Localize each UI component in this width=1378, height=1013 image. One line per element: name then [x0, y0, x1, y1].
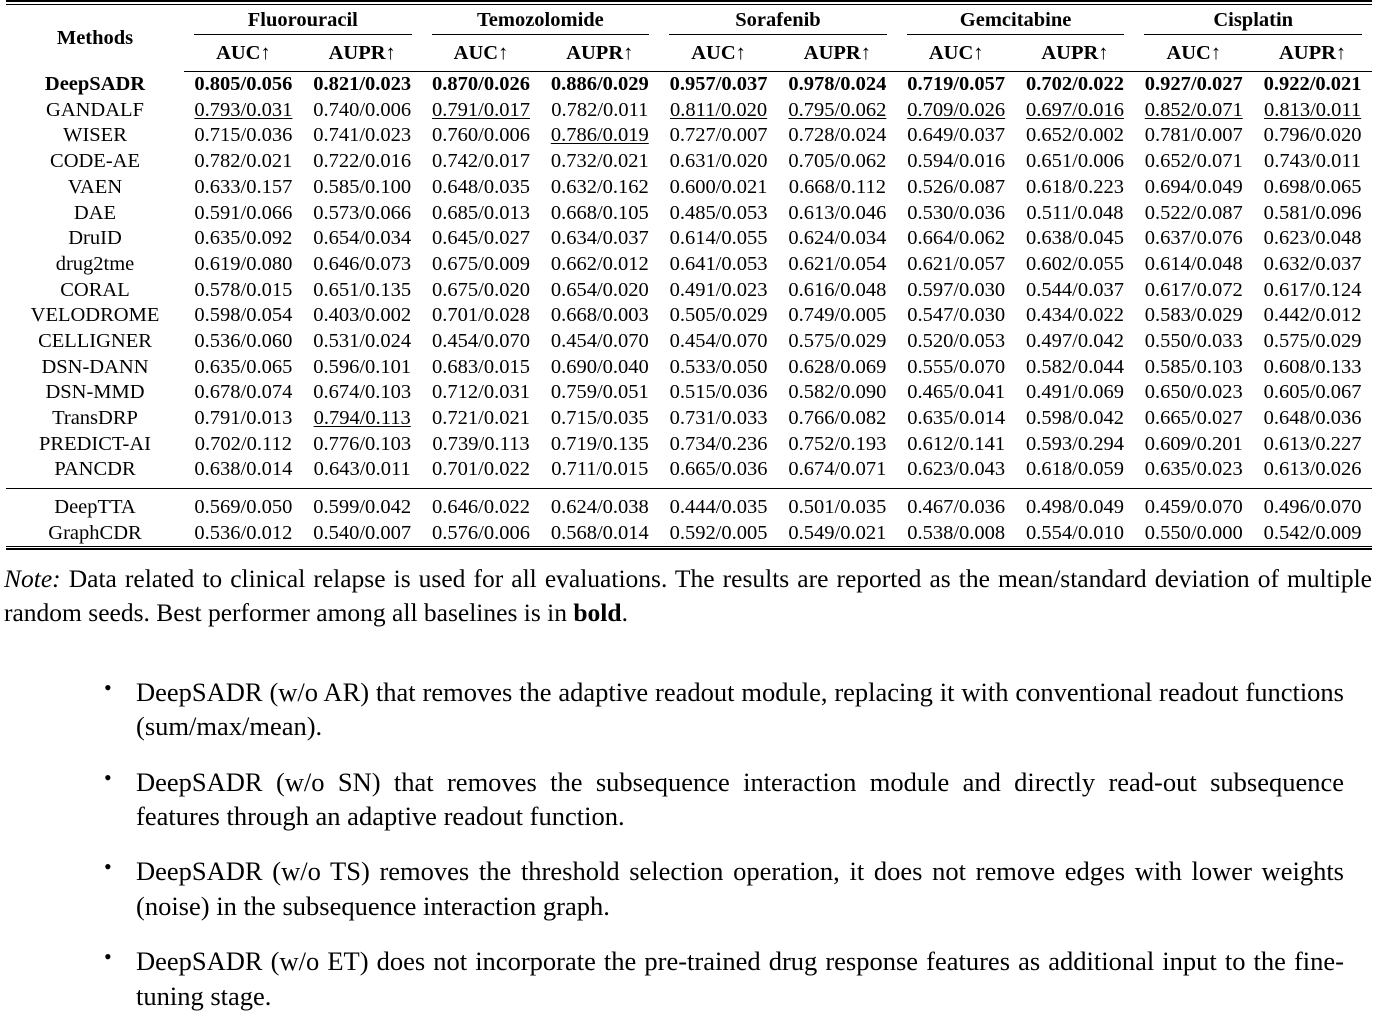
- metric-value-cell: 0.454/0.070: [550, 329, 649, 352]
- drug-header-sorafenib: [659, 4, 897, 38]
- metric-header-aupr: AUPR↑: [303, 38, 422, 71]
- method-name-cell: DeepTTA: [54, 496, 136, 519]
- table-row: [6, 71, 1372, 97]
- metric-value-cell: 0.597/0.030: [907, 278, 1006, 301]
- metric-value-cell: 0.791/0.013: [194, 407, 293, 430]
- note-label: Note:: [4, 564, 61, 594]
- metric-value-cell: 0.585/0.103: [1144, 355, 1243, 378]
- metric-value-cell: 0.740/0.006: [313, 98, 412, 121]
- metric-value-cell: 0.632/0.037: [1263, 252, 1362, 275]
- metric-value-cell: 0.549/0.021: [788, 521, 887, 544]
- metric-header-aupr: AUPR↑: [540, 38, 659, 71]
- ablation-bullet-list: [0, 675, 1378, 1013]
- method-name-cell: DeepSADR: [44, 72, 146, 95]
- metric-value-cell: [422, 97, 541, 123]
- metric-value-cell: 0.805/0.056: [194, 73, 293, 96]
- metric-value-cell: 0.616/0.048: [788, 278, 887, 301]
- metric-value-cell: 0.648/0.036: [1263, 407, 1362, 430]
- metric-value-cell: 0.668/0.003: [550, 304, 649, 327]
- metric-value-cell: 0.796/0.020: [1263, 124, 1362, 147]
- metric-value-cell: 0.614/0.055: [669, 227, 768, 250]
- method-name-cell: VAEN: [67, 175, 123, 198]
- metric-value-cell: 0.664/0.062: [907, 227, 1006, 250]
- metric-value-cell: 0.624/0.034: [788, 227, 887, 250]
- metric-value-cell: 0.459/0.070: [1144, 496, 1243, 519]
- metric-value-cell: 0.536/0.012: [194, 521, 293, 544]
- metric-value-cell: 0.550/0.000: [1144, 521, 1243, 544]
- metric-header-row: [6, 38, 1372, 71]
- metric-value-cell: 0.702/0.112: [194, 432, 292, 455]
- metric-value-cell: 0.646/0.022: [432, 496, 530, 519]
- table-row: [6, 251, 1372, 277]
- metric-value-cell: 0.649/0.037: [907, 124, 1006, 147]
- metric-value-cell: 0.536/0.060: [194, 329, 293, 352]
- metric-value-cell: 0.715/0.036: [194, 124, 293, 147]
- metric-value-cell: 0.978/0.024: [788, 73, 887, 96]
- metric-value-cell: 0.618/0.059: [1026, 458, 1124, 481]
- table-row: [6, 431, 1372, 457]
- table-row: [6, 200, 1372, 226]
- metric-value-cell: 0.533/0.050: [669, 355, 768, 378]
- metric-value-cell: 0.465/0.041: [907, 381, 1006, 404]
- drug-header-label: Cisplatin: [1144, 10, 1362, 36]
- method-name-cell: DSN-DANN: [41, 355, 149, 378]
- table-row: [6, 303, 1372, 329]
- method-name-cell: PANCDR: [54, 458, 136, 481]
- metric-value-cell: 0.635/0.023: [1144, 458, 1243, 481]
- metric-value-cell: 0.618/0.223: [1026, 175, 1124, 198]
- metric-value-cell: 0.581/0.096: [1263, 201, 1362, 224]
- metric-value-cell: 0.652/0.071: [1144, 150, 1243, 173]
- metric-value-cell: 0.511/0.048: [1026, 201, 1124, 224]
- metric-value-cell: 0.759/0.051: [550, 381, 649, 404]
- metric-value-cell: 0.491/0.069: [1026, 381, 1124, 404]
- metric-value-cell: 0.637/0.076: [1144, 227, 1243, 250]
- metric-value-cell: 0.485/0.053: [669, 201, 768, 224]
- metric-value-cell: 0.583/0.029: [1144, 304, 1243, 327]
- metric-value-cell: 0.719/0.135: [550, 432, 649, 455]
- metric-header-auc: AUC↑: [422, 38, 541, 71]
- underlined-value: 0.795/0.062: [788, 98, 887, 121]
- metric-value-cell: 0.569/0.050: [194, 496, 293, 519]
- metric-value-cell: 0.609/0.201: [1144, 432, 1243, 455]
- table-row: [6, 123, 1372, 149]
- method-name-cell: DSN-MMD: [45, 381, 145, 404]
- drug-group-header-row: [6, 4, 1372, 38]
- metric-value-cell: 0.705/0.062: [788, 150, 887, 173]
- metric-value-cell: 0.501/0.035: [788, 496, 887, 519]
- metric-value-cell: 0.454/0.070: [432, 329, 530, 352]
- metric-value-cell: 0.650/0.023: [1144, 381, 1243, 404]
- metric-value-cell: 0.613/0.227: [1263, 432, 1362, 455]
- metric-value-cell: 0.505/0.029: [669, 304, 768, 327]
- drug-header-temozolomide: [422, 4, 660, 38]
- metric-value-cell: 0.782/0.021: [194, 150, 293, 173]
- metric-value-cell: 0.613/0.026: [1263, 458, 1362, 481]
- metric-value-cell: [540, 123, 659, 149]
- metric-value-cell: 0.711/0.015: [551, 458, 649, 481]
- metric-value-cell: 0.685/0.013: [432, 201, 530, 224]
- metric-value-cell: 0.632/0.162: [550, 175, 649, 198]
- metric-value-cell: 0.497/0.042: [1026, 329, 1124, 352]
- metric-value-cell: 0.542/0.009: [1263, 521, 1362, 544]
- metric-value-cell: 0.635/0.065: [194, 355, 293, 378]
- metric-value-cell: 0.694/0.049: [1144, 175, 1243, 198]
- table-row: [6, 328, 1372, 354]
- list-item: • DeepSADR (w/o AR) that removes the adaptive readout module, replacing it with conventional readout functions (sum/max/mean).: [104, 675, 1344, 744]
- metric-value-cell: 0.782/0.011: [551, 98, 649, 121]
- metric-value-cell: 0.731/0.033: [669, 407, 768, 430]
- metric-value-cell: 0.675/0.020: [432, 278, 530, 301]
- table-note: [4, 562, 1374, 628]
- metric-value-cell: 0.434/0.022: [1026, 304, 1124, 327]
- metric-value-cell: 0.467/0.036: [907, 496, 1006, 519]
- metric-value-cell: 0.442/0.012: [1263, 304, 1362, 327]
- metric-value-cell: 0.728/0.024: [788, 124, 887, 147]
- metric-value-cell: 0.600/0.021: [669, 175, 768, 198]
- metric-value-cell: 0.538/0.008: [907, 521, 1006, 544]
- metric-value-cell: 0.575/0.029: [1263, 329, 1362, 352]
- methods-column-header: Methods: [56, 26, 134, 49]
- metric-value-cell: 0.781/0.007: [1144, 124, 1243, 147]
- metric-value-cell: 0.591/0.066: [194, 201, 293, 224]
- table-row: [6, 174, 1372, 200]
- metric-value-cell: 0.641/0.053: [669, 252, 768, 275]
- table-body-main: [6, 71, 1372, 483]
- method-name-cell: VELODROME: [30, 304, 160, 327]
- metric-value-cell: 0.592/0.005: [669, 521, 768, 544]
- metric-value-cell: 0.741/0.023: [313, 124, 412, 147]
- table-row: [6, 520, 1372, 546]
- metric-value-cell: 0.734/0.236: [669, 432, 768, 455]
- metric-value-cell: 0.652/0.002: [1026, 124, 1124, 147]
- metric-value-cell: 0.701/0.028: [432, 304, 530, 327]
- drug-header-gemcitabine: [897, 4, 1135, 38]
- method-name-cell: DAE: [73, 201, 117, 224]
- table-row: [6, 97, 1372, 123]
- metric-value-cell: 0.722/0.016: [313, 150, 412, 173]
- metric-value-cell: [1016, 97, 1135, 123]
- note-text-part2: .: [621, 597, 628, 627]
- table-header: [6, 1, 1372, 71]
- metric-value-cell: 0.582/0.044: [1026, 355, 1124, 378]
- table-row: [6, 277, 1372, 303]
- metric-value-cell: 0.605/0.067: [1263, 381, 1362, 404]
- metric-value-cell: 0.608/0.133: [1263, 355, 1362, 378]
- list-item: • DeepSADR (w/o SN) that removes the subsequence interaction module and directly read-out subsequence features through an adaptive readout function.: [104, 765, 1344, 834]
- metric-value-cell: 0.621/0.054: [788, 252, 887, 275]
- metric-value-cell: 0.749/0.005: [788, 304, 887, 327]
- metric-value-cell: 0.648/0.035: [432, 175, 530, 198]
- metric-value-cell: 0.665/0.036: [669, 458, 768, 481]
- metric-value-cell: 0.531/0.024: [313, 329, 412, 352]
- method-name-cell: GANDALF: [46, 98, 144, 121]
- metric-value-cell: 0.617/0.072: [1144, 278, 1243, 301]
- metric-value-cell: 0.638/0.014: [194, 458, 293, 481]
- metric-value-cell: 0.776/0.103: [313, 432, 412, 455]
- metric-value-cell: 0.444/0.035: [669, 496, 768, 519]
- metric-header-auc: AUC↑: [1134, 38, 1253, 71]
- metric-value-cell: 0.575/0.029: [788, 329, 887, 352]
- metric-value-cell: 0.675/0.009: [432, 252, 530, 275]
- metric-value-cell: [303, 405, 422, 431]
- metric-value-cell: 0.613/0.046: [788, 201, 887, 224]
- metric-value-cell: 0.624/0.038: [550, 496, 649, 519]
- metric-value-cell: 0.646/0.073: [313, 252, 412, 275]
- drug-header-label: Temozolomide: [432, 10, 650, 36]
- metric-value-cell: 0.886/0.029: [550, 73, 649, 96]
- metric-value-cell: 0.752/0.193: [788, 432, 887, 455]
- metric-value-cell: 0.550/0.033: [1144, 329, 1243, 352]
- metric-value-cell: 0.668/0.112: [788, 175, 886, 198]
- metric-value-cell: 0.683/0.015: [432, 355, 530, 378]
- metric-value-cell: 0.540/0.007: [313, 521, 412, 544]
- underlined-value: 0.791/0.017: [432, 98, 530, 121]
- metric-value-cell: 0.634/0.037: [550, 227, 649, 250]
- metric-value-cell: 0.621/0.057: [907, 252, 1006, 275]
- table-row: [6, 405, 1372, 431]
- metric-value-cell: 0.678/0.074: [194, 381, 293, 404]
- method-name-cell: WISER: [63, 124, 127, 147]
- metric-value-cell: 0.598/0.054: [194, 304, 293, 327]
- metric-value-cell: 0.520/0.053: [907, 329, 1006, 352]
- metric-value-cell: 0.712/0.031: [432, 381, 530, 404]
- metric-value-cell: 0.957/0.037: [669, 73, 768, 96]
- metric-header-aupr: AUPR↑: [778, 38, 897, 71]
- metric-value-cell: 0.598/0.042: [1026, 407, 1124, 430]
- metric-value-cell: 0.870/0.026: [432, 73, 530, 96]
- metric-value-cell: 0.582/0.090: [788, 381, 887, 404]
- method-name-cell: CELLIGNER: [38, 329, 152, 352]
- metric-value-cell: 0.654/0.020: [550, 278, 649, 301]
- underlined-value: 0.811/0.020: [669, 98, 768, 121]
- metric-value-cell: 0.821/0.023: [313, 73, 412, 96]
- metric-value-cell: 0.922/0.021: [1263, 73, 1362, 96]
- metric-value-cell: 0.635/0.092: [194, 227, 293, 250]
- metric-value-cell: [184, 97, 303, 123]
- metric-value-cell: 0.727/0.007: [669, 124, 768, 147]
- metric-value-cell: 0.602/0.055: [1026, 252, 1124, 275]
- underlined-value: 0.813/0.011: [1263, 98, 1362, 121]
- table-bottom-rule: [6, 546, 1372, 549]
- metric-value-cell: 0.633/0.157: [194, 175, 293, 198]
- metric-value-cell: 0.701/0.022: [432, 458, 530, 481]
- results-table: [6, 0, 1372, 550]
- underlined-value: 0.697/0.016: [1026, 98, 1124, 121]
- drug-header-fluorouracil: [184, 4, 422, 38]
- metric-value-cell: 0.623/0.048: [1263, 227, 1362, 250]
- metric-value-cell: 0.698/0.065: [1263, 175, 1362, 198]
- metric-value-cell: 0.690/0.040: [550, 355, 649, 378]
- method-name-cell: DruID: [68, 227, 122, 250]
- underlined-value: 0.852/0.071: [1144, 98, 1243, 121]
- metric-value-cell: 0.496/0.070: [1263, 496, 1362, 519]
- metric-value-cell: 0.555/0.070: [907, 355, 1006, 378]
- note-bold-word: bold: [573, 597, 622, 627]
- metric-value-cell: 0.593/0.294: [1026, 432, 1124, 455]
- metric-header-aupr: AUPR↑: [1253, 38, 1372, 71]
- metric-value-cell: 0.403/0.002: [313, 304, 412, 327]
- metric-value-cell: 0.635/0.014: [907, 407, 1006, 430]
- table-row: [6, 354, 1372, 380]
- metric-value-cell: 0.498/0.049: [1026, 496, 1124, 519]
- table-row: [6, 457, 1372, 483]
- metric-value-cell: 0.599/0.042: [313, 496, 412, 519]
- metric-value-cell: 0.674/0.103: [313, 381, 412, 404]
- metric-value-cell: 0.522/0.087: [1144, 201, 1243, 224]
- metric-value-cell: 0.674/0.071: [788, 458, 887, 481]
- method-name-cell: CORAL: [60, 278, 130, 301]
- method-name-cell: PREDICT-AI: [39, 432, 151, 455]
- table-row: [6, 226, 1372, 252]
- metric-header-auc: AUC↑: [659, 38, 778, 71]
- underlined-value: 0.709/0.026: [907, 98, 1006, 121]
- metric-value-cell: 0.554/0.010: [1026, 521, 1124, 544]
- metric-value-cell: 0.665/0.027: [1144, 407, 1243, 430]
- table-footer: [6, 546, 1372, 549]
- metric-value-cell: 0.614/0.048: [1144, 252, 1243, 275]
- method-name-cell: drug2tme: [55, 252, 135, 275]
- metric-value-cell: 0.530/0.036: [907, 201, 1006, 224]
- metric-value-cell: 0.515/0.036: [669, 381, 768, 404]
- metric-value-cell: 0.668/0.105: [550, 201, 649, 224]
- metric-value-cell: 0.766/0.082: [788, 407, 887, 430]
- metric-value-cell: 0.576/0.006: [432, 521, 530, 544]
- table-body-secondary: [6, 483, 1372, 547]
- metric-value-cell: 0.568/0.014: [550, 521, 649, 544]
- metric-value-cell: 0.654/0.034: [313, 227, 412, 250]
- underlined-value: 0.793/0.031: [194, 98, 293, 121]
- method-name-cell: TransDRP: [52, 407, 138, 430]
- metric-value-cell: 0.645/0.027: [432, 227, 530, 250]
- table-row: [6, 495, 1372, 521]
- metric-value-cell: 0.585/0.100: [313, 175, 412, 198]
- metric-value-cell: 0.617/0.124: [1263, 278, 1362, 301]
- metric-value-cell: 0.612/0.141: [907, 432, 1006, 455]
- table-row: [6, 380, 1372, 406]
- metric-value-cell: 0.743/0.011: [1263, 150, 1362, 173]
- list-item: • DeepSADR (w/o ET) does not incorporate the pre-trained drug response features as additional input to the fine-tuning stage.: [104, 944, 1344, 1013]
- underlined-value: 0.794/0.113: [313, 407, 411, 430]
- metric-value-cell: 0.760/0.006: [432, 124, 530, 147]
- metric-value-cell: 0.491/0.023: [669, 278, 768, 301]
- metric-value-cell: [1134, 97, 1253, 123]
- list-item: • DeepSADR (w/o TS) removes the threshold selection operation, it does not remove edges with lower weights (noise) in the subsequence interaction graph.: [104, 854, 1344, 923]
- metric-value-cell: 0.715/0.035: [550, 407, 649, 430]
- metric-value-cell: [1253, 97, 1372, 123]
- metric-value-cell: 0.628/0.069: [788, 355, 887, 378]
- metric-value-cell: 0.578/0.015: [194, 278, 293, 301]
- metric-value-cell: 0.526/0.087: [907, 175, 1006, 198]
- metric-header-auc: AUC↑: [184, 38, 303, 71]
- drug-header-label: Gemcitabine: [907, 10, 1125, 36]
- method-name-cell: GraphCDR: [48, 521, 142, 544]
- table-row: [6, 149, 1372, 175]
- metric-value-cell: 0.573/0.066: [313, 201, 412, 224]
- metric-value-cell: 0.619/0.080: [194, 252, 293, 275]
- metric-value-cell: 0.719/0.057: [907, 73, 1006, 96]
- metric-value-cell: 0.454/0.070: [669, 329, 768, 352]
- metric-value-cell: 0.596/0.101: [313, 355, 412, 378]
- method-name-cell: CODE-AE: [50, 150, 140, 173]
- underlined-value: 0.786/0.019: [550, 124, 649, 147]
- metric-value-cell: 0.638/0.045: [1026, 227, 1124, 250]
- metric-value-cell: [897, 97, 1016, 123]
- drug-header-label: Fluorouracil: [194, 10, 412, 36]
- metric-value-cell: 0.651/0.135: [313, 278, 412, 301]
- drug-header-label: Sorafenib: [669, 10, 887, 36]
- metric-value-cell: 0.732/0.021: [550, 150, 649, 173]
- metric-value-cell: 0.927/0.027: [1144, 73, 1243, 96]
- metric-value-cell: 0.739/0.113: [432, 432, 530, 455]
- metric-value-cell: 0.702/0.022: [1026, 73, 1124, 96]
- metric-value-cell: 0.547/0.030: [907, 304, 1006, 327]
- metric-header-aupr: AUPR↑: [1016, 38, 1135, 71]
- metric-value-cell: 0.651/0.006: [1026, 150, 1124, 173]
- metric-value-cell: 0.594/0.016: [907, 150, 1006, 173]
- metric-value-cell: 0.662/0.012: [550, 252, 649, 275]
- metric-value-cell: 0.721/0.021: [432, 407, 530, 430]
- metric-value-cell: [659, 97, 778, 123]
- drug-header-cisplatin: [1134, 4, 1372, 38]
- metric-value-cell: 0.631/0.020: [669, 150, 768, 173]
- metric-value-cell: 0.643/0.011: [313, 458, 411, 481]
- metric-value-cell: 0.742/0.017: [432, 150, 530, 173]
- metric-value-cell: 0.623/0.043: [907, 458, 1006, 481]
- metric-value-cell: [778, 97, 897, 123]
- note-text-part1: Data related to clinical relapse is used for all evaluations. The results are reported as the mean/standard deviation of multiple random seeds. Best performer among all baselines is in: [4, 564, 1372, 627]
- metric-header-auc: AUC↑: [897, 38, 1016, 71]
- metric-value-cell: 0.544/0.037: [1026, 278, 1124, 301]
